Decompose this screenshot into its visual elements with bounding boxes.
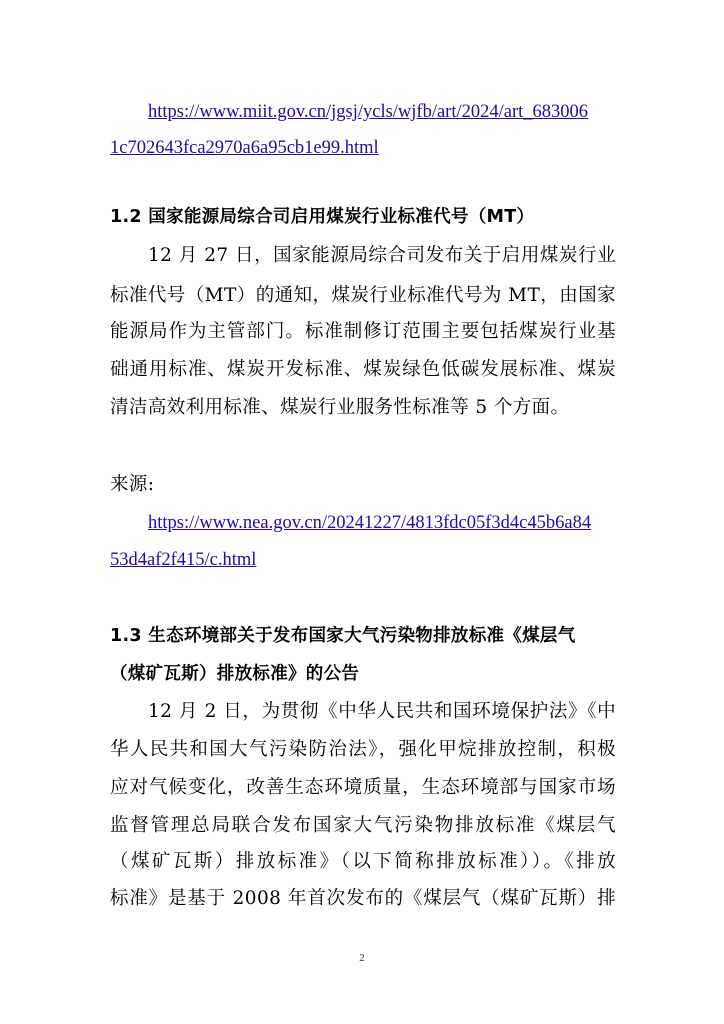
paragraph-1-3-line1: 12 月 2 日，为贯彻《中华人民共和国环境保护法》《中 <box>148 701 616 722</box>
paragraph-1-3-line3: 应对气候变化，改善生态环境质量，生态环境部与国家市场 <box>110 777 616 798</box>
section-heading-1-2: 1.2 国家能源局综合司启用煤炭行业标准代号（MT） <box>110 207 535 227</box>
source-link-nea-line1[interactable]: https://www.nea.gov.cn/20241227/4813fdc05f3d4c45b6a84 <box>148 513 592 533</box>
paragraph-1-2-line2: 标准代号（MT）的通知，煤炭行业标准代号为 MT，由国家 <box>110 285 616 306</box>
paragraph-1-2-line3: 能源局作为主管部门。标准制修订范围主要包括煤炭行业基 <box>110 321 616 342</box>
paragraph-1-3-line6: 标准》是基于 2008 年首次发布的《煤层气（煤矿瓦斯）排 <box>110 888 616 909</box>
source-label: 来源: <box>110 474 155 495</box>
paragraph-1-2-line5: 清洁高效利用标准、煤炭行业服务性标准等 5 个方面。 <box>110 397 570 418</box>
section-heading-1-3-line1: 1.3 生态环境部关于发布国家大气污染物排放标准《煤层气 <box>110 626 576 646</box>
source-link-nea-line2[interactable]: 53d4af2f415/c.html <box>110 550 257 570</box>
source-link-miit-line1[interactable]: https://www.miit.gov.cn/jgsj/ycls/wjfb/art/2024/art_683006 <box>148 102 589 122</box>
paragraph-1-3-line4: 监督管理总局联合发布国家大气污染物排放标准《煤层气 <box>110 815 616 836</box>
paragraph-1-2-line4: 础通用标准、煤炭开发标准、煤炭绿色低碳发展标准、煤炭 <box>110 359 616 380</box>
paragraph-1-2-line1: 12 月 27 日，国家能源局综合司发布关于启用煤炭行业 <box>148 245 616 266</box>
page-number: 2 <box>359 952 365 964</box>
section-heading-1-3-line2: （煤矿瓦斯）排放标准》的公告 <box>110 664 360 684</box>
paragraph-1-3-line2: 华人民共和国大气污染防治法》，强化甲烷排放控制，积极 <box>110 739 616 760</box>
source-link-miit-line2[interactable]: 1c702643fca2970a6a95cb1e99.html <box>110 138 379 158</box>
paragraph-1-3-line5: （煤矿瓦斯）排放标准》（以下简称排放标准））。《排放 <box>110 851 616 872</box>
